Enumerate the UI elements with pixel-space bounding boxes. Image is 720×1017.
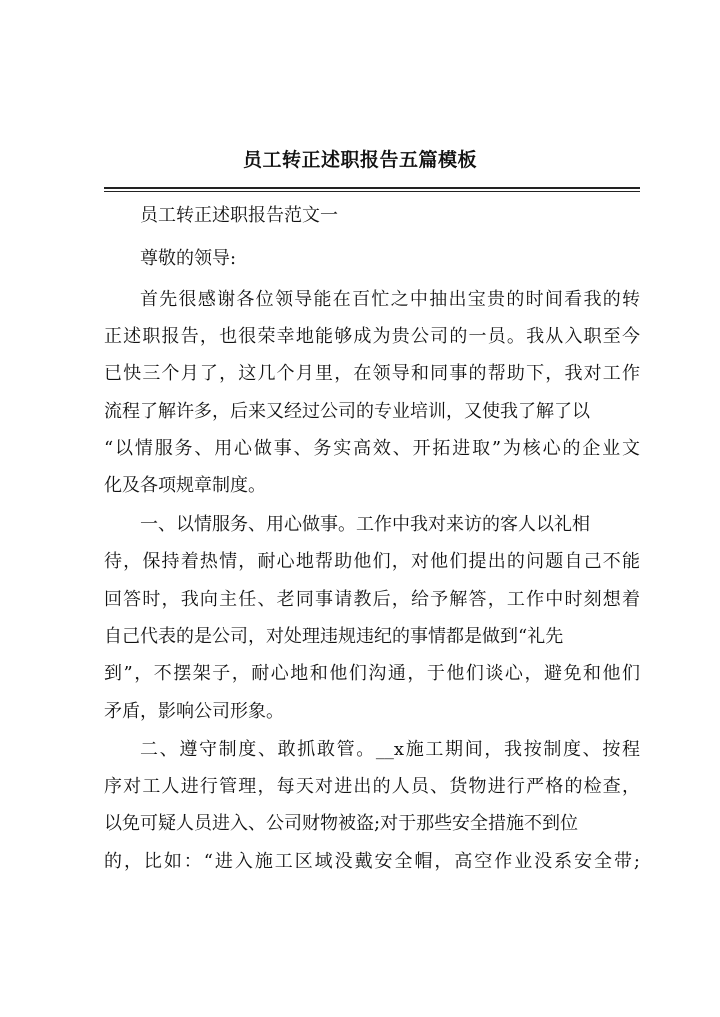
- paragraph-line: 矛盾，影响公司形象。: [104, 701, 284, 722]
- paragraph-line: 以免可疑人员进入、公司财物被盗;对于那些安全措施不到位: [104, 813, 579, 834]
- paragraph-line: 首先很感谢各位领导能在百忙之中抽出宝贵的时间看我的转: [140, 289, 640, 310]
- paragraph-line: 待，保持着热情，耐心地帮助他们，对他们提出的问题自己不能: [104, 551, 640, 572]
- paragraph-line: 到”，不摆架子，耐心地和他们沟通，于他们谈心，避免和他们: [104, 663, 640, 684]
- paragraph-line: 的，比如：“进入施工区域没戴安全帽，高空作业没系安全带;: [104, 851, 640, 872]
- paragraph-line: 已快三个月了，这几个月里，在领导和同事的帮助下，我对工作: [104, 363, 640, 384]
- document-title: 员工转正述职报告五篇模板: [242, 149, 477, 171]
- paragraph-line: 回答时，我向主任、老同事请教后，给予解答，工作中时刻想着: [104, 589, 640, 610]
- paragraph-line: 自己代表的是公司，对处理违规违纪的事情都是做到“礼先: [104, 626, 564, 647]
- paragraph-line: 序对工人进行管理，每天对进出的人员、货物进行严格的检查，: [104, 776, 640, 797]
- paragraph-line: 化及各项规章制度。: [104, 475, 266, 496]
- paragraph-line: 二、遵守制度、敢抓敢管。__x施工期间，我按制度、按程: [140, 739, 640, 760]
- section-heading: 员工转正述职报告范文一: [140, 205, 338, 226]
- title-divider: [104, 187, 640, 192]
- salutation: 尊敬的领导:: [140, 248, 237, 269]
- paragraph-line: 流程了解许多，后来又经过公司的专业培训，又使我了解了以: [104, 401, 590, 422]
- paragraph-line: 一、以情服务、用心做事。工作中我对来访的客人以礼相: [140, 514, 590, 535]
- paragraph-line: 正述职报告，也很荣幸地能够成为贵公司的一员。我从入职至今: [104, 326, 640, 347]
- paragraph-line: “以情服务、用心做事、务实高效、开拓进取”为核心的企业文: [104, 438, 640, 459]
